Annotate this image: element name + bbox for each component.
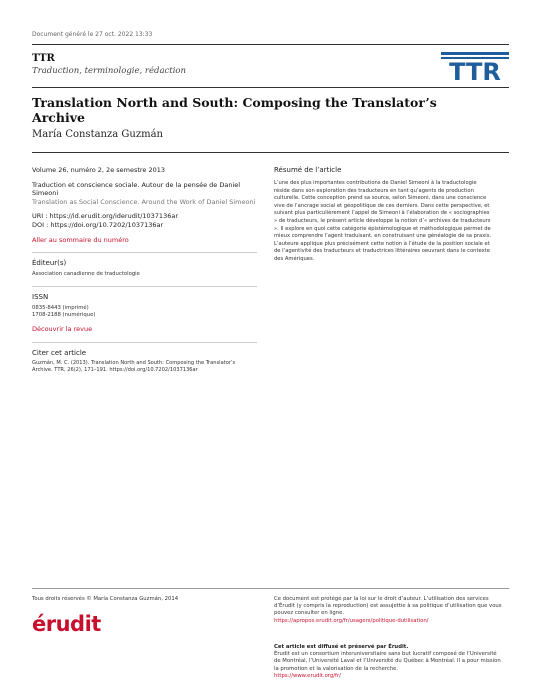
erudit-logo: érudit	[32, 612, 101, 636]
cite-heading: Citer cet article	[32, 348, 87, 357]
logo-letters: TTR	[449, 58, 501, 82]
rights-notice: Tous droits réservés © María Constanza Guzmán, 2014	[32, 596, 179, 602]
journal-subtitle: Traduction, terminologie, rédaction	[32, 66, 187, 76]
article-author: María Constanza Guzmán	[32, 129, 163, 140]
publisher-heading: Éditeur(s)	[32, 259, 67, 268]
distribution-block	[274, 644, 504, 680]
issue-volume: Volume 26, numéro 2, 2e semestre 2013	[32, 166, 166, 174]
doi-link[interactable]: DOI : https://doi.org/10.7202/1037136ar	[32, 220, 164, 229]
divider	[32, 286, 257, 287]
distribution-heading: Cet article est diffusé et préservé par Érudit.	[274, 644, 409, 650]
uri-link[interactable]: URI : https://id.erudit.org/iderudit/1037136ar	[32, 212, 178, 221]
issn-print: 0835-8443 (imprimé)	[32, 304, 89, 311]
generated-date: Document généré le 27 oct. 2022 13:33	[32, 31, 153, 38]
citation-line-2: Archive. TTR, 26(2), 171–191. https://doi.org/10.7202/1037136ar	[32, 367, 198, 374]
article-title: Translation North and South: Composing the Translator’s Archive	[32, 95, 437, 125]
abstract-text: L’une des plus importantes contributions de Daniel Simeoni à la traductologie réside dans son exploration des traducteurs en tant qu’agents de production culturelle. Cette conception prend sa source, selon Simeoni, dans une conscience vive de l’ancrage social et géopolitique de ces derniers. Dans cette perspective, et suivant plus particulièrement l’appel de Simeoni à l’élaboration de « sociographies » de traducteurs, le présent article développe la notion d’« archives de traducteurs ». Il explore en quoi cette catégorie épistémologique et méthodologique permet de mieux comprendre l’agent traduisant, en construisant une généalogie de sa praxis. L’auteure applique plus précisément cette notion à l’étude de la position sociale et de l’agentivité des traducteurs et traductrices littéraires oeuvrant dans le contexte des Amériques.	[274, 180, 492, 262]
title-divider-bottom	[32, 152, 509, 153]
header-divider	[32, 44, 509, 45]
abstract-heading: Résumé de l’article	[274, 166, 342, 174]
distribution-text: Érudit est un consortium interuniversitaire sans but lucratif composé de l’Université de Montréal, l’Université Laval et l’Université du Québec à Montréal. Il a pour mission la promotion et la valorisation de la recherche.	[274, 651, 501, 672]
citation-line-1: Guzmán, M. C. (2013). Translation North and South: Composing the Translator’s	[32, 360, 236, 367]
title-divider-top	[32, 87, 509, 88]
ttr-logo	[441, 52, 509, 82]
publisher-name: Association canadienne de traductologie	[32, 270, 140, 277]
issn-digital: 1708-2188 (numérique)	[32, 311, 96, 318]
issue-summary-link[interactable]: Aller au sommaire du numéro	[32, 235, 129, 244]
issue-theme-en: Translation as Social Conscience. Around the Work of Daniel Simeoni	[32, 197, 256, 206]
issue-theme-fr: Traduction et conscience sociale. Autour de la pensée de Daniel Simeoni	[32, 180, 241, 198]
erudit-link[interactable]: https://www.erudit.org/fr/	[274, 672, 341, 679]
policy-link[interactable]: https://apropos.erudit.org/fr/usagers/politique-dutilisation/	[274, 617, 429, 624]
copyright-notice: Ce document est protégé par la loi sur le droit d’auteur. L’utilisation des services d’Érudit (y compris la reproduction) est assujettie à sa politique d’utilisation que vous pouvez consulter en ligne.	[274, 596, 502, 617]
journal-title: TTR	[32, 53, 55, 64]
issn-heading: ISSN	[32, 292, 49, 301]
copyright-block	[274, 596, 504, 625]
discover-journal-link[interactable]: Découvrir la revue	[32, 324, 93, 333]
divider	[32, 342, 257, 343]
footer-divider	[32, 588, 509, 589]
left-column	[32, 166, 257, 375]
divider	[32, 252, 257, 253]
